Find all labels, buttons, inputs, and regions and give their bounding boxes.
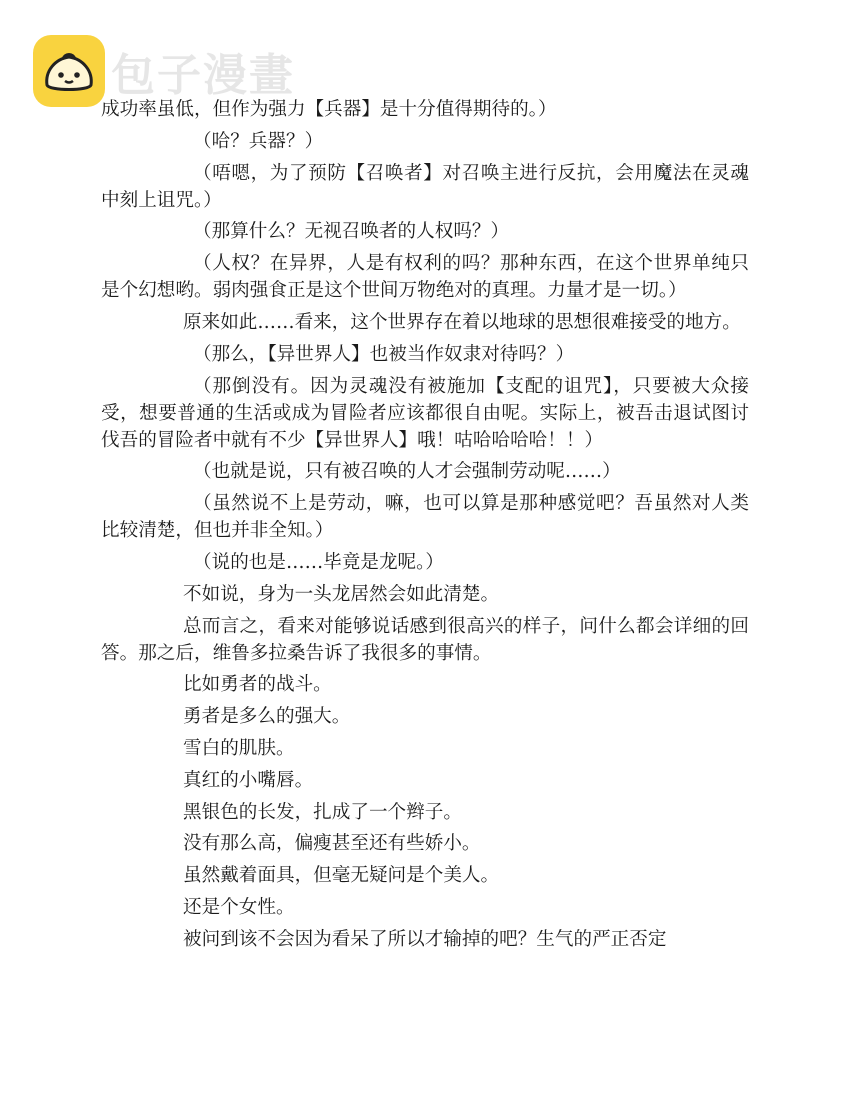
paragraph: （那么，【异世界人】也被当作奴隶对待吗？）	[193, 343, 575, 365]
paragraph: 成功率虽低，但作为强力【兵器】是十分值得期待的。）	[101, 99, 557, 120]
watermark-text: 包子漫畫	[111, 50, 295, 101]
paragraph: 还是个女性。	[183, 896, 295, 918]
paragraph: 黑银色的长发，扎成了一个辫子。	[183, 801, 462, 823]
paragraph: 被问到该不会因为看呆了所以才输掉的吧？生气的严正否定	[183, 928, 667, 950]
steamed-bun-icon	[33, 35, 105, 107]
paragraph: 不如说，身为一头龙居然会如此清楚。	[183, 583, 500, 605]
paragraph: 没有那么高，偏瘦甚至还有些娇小。	[183, 833, 481, 855]
paragraph: （人权？在异界，人是有权利的吗？那种东西，在这个世界单纯只是个幻想哟。弱肉强食正是这个世间万物绝对的真理。力量才是一切。）	[101, 253, 749, 302]
paragraph: （说的也是……毕竟是龙呢。）	[193, 551, 445, 573]
paragraph: （虽然说不上是劳动，嘛，也可以算是那种感觉吧？吾虽然对人类比较清楚，但也并非全知。）	[101, 493, 749, 542]
paragraph: 勇者是多么的强大。	[183, 706, 351, 728]
paragraph: 原来如此……看来，这个世界存在着以地球的思想很难接受的地方。	[183, 311, 741, 333]
paragraph: 雪白的肌肤。	[183, 737, 295, 759]
paragraph: （哈？兵器？）	[193, 130, 324, 152]
paragraph: （那算什么？无视召唤者的人权吗？）	[193, 221, 510, 243]
paragraph: （也就是说，只有被召唤的人才会强制劳动呢……）	[193, 461, 621, 483]
paragraph: 总而言之，看来对能够说话感到很高兴的样子，问什么都会详细的回答。那之后，维鲁多拉桑告诉了我很多的事情。	[101, 615, 749, 664]
article-body	[101, 96, 749, 958]
paragraph: 比如勇者的战斗。	[183, 674, 332, 696]
paragraph: 虽然戴着面具，但毫无疑问是个美人。	[183, 865, 500, 887]
paragraph: 真红的小嘴唇。	[183, 769, 314, 791]
paragraph: （那倒没有。因为灵魂没有被施加【支配的诅咒】，只要被大众接受，想要普通的生活或成为冒险者应该都很自由呢。实际上，被吾击退试图讨伐吾的冒险者中就有不少【异世界人】哦！咕哈哈哈哈！！）	[101, 375, 749, 451]
paragraph: （唔嗯，为了预防【召唤者】对召唤主进行反抗，会用魔法在灵魂中刻上诅咒。）	[101, 162, 749, 211]
